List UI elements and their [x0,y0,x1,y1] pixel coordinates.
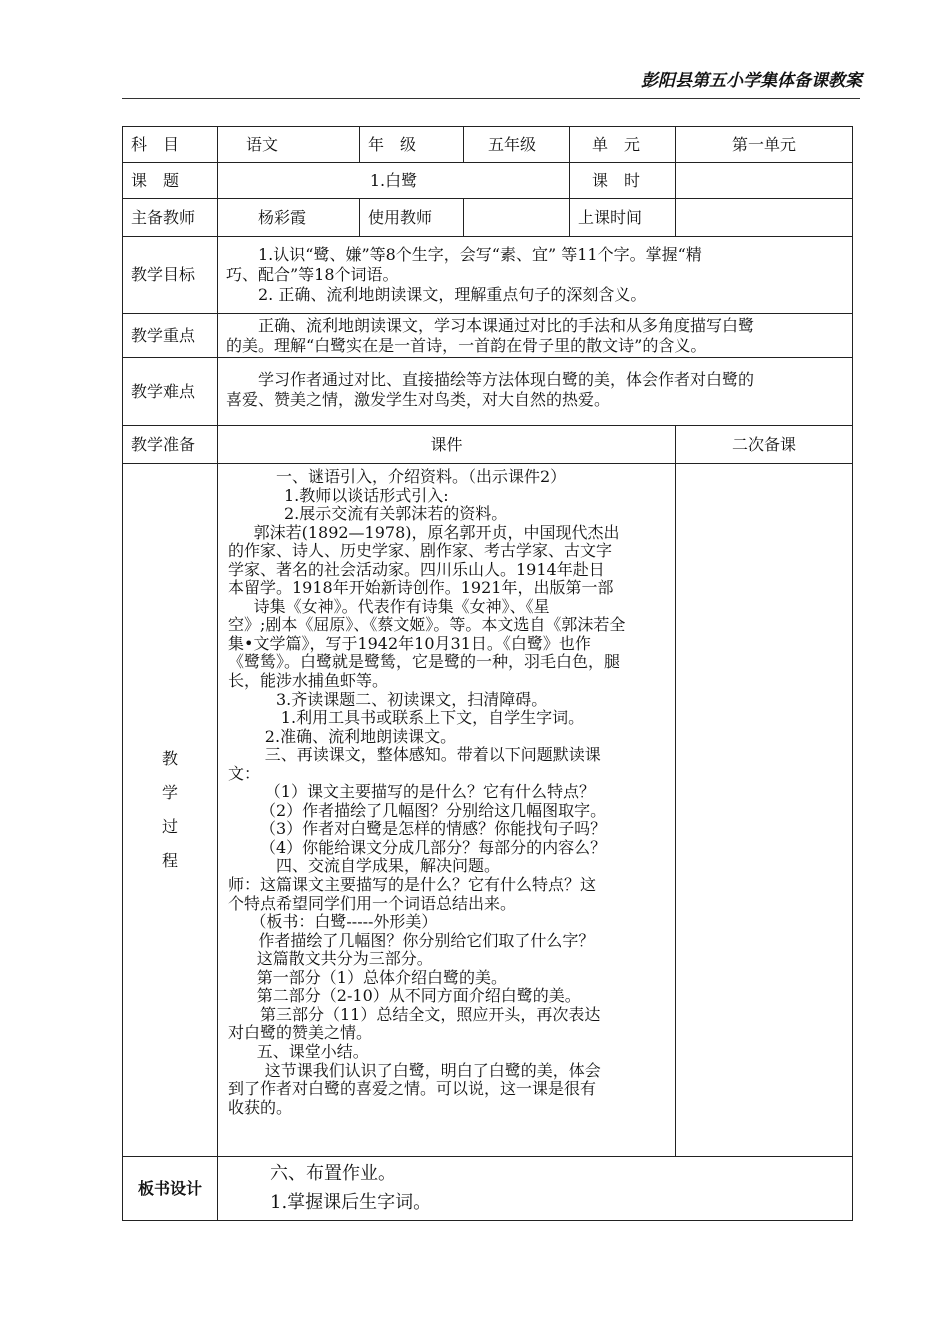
prep-content: 课件 [218,426,676,464]
difficulty-line: 喜爱、赞美之情，激发学生对鸟类，对大自然的热爱。 [226,390,611,409]
period-value [676,163,853,199]
goals-line: 巧、配合”等18个词语。 [226,265,399,284]
row-board [123,1157,853,1221]
process-label [123,464,218,1157]
process-line: 到了作者对白鹭的喜爱之情。可以说，这一课是很有 [228,1079,597,1099]
process-line: 四、交流自学成果，解决问题。 [276,856,501,876]
time-value [676,199,853,237]
user-label: 使用教师 [360,199,464,237]
process-line: 对白鹭的赞美之情。 [228,1023,373,1043]
process-line: （3）作者对白鹭是怎样的情感？你能找句子吗？ [260,819,607,839]
difficulty-label: 教学难点 [123,358,218,426]
time-label: 上课时间 [570,199,676,237]
unit-label: 单 元 [570,127,676,163]
row-process [123,464,853,1157]
second-prep-label: 二次备课 [676,426,853,464]
board-content [218,1157,853,1221]
row-goals [123,237,853,314]
process-line: （板书：白鹭-----外形美） [250,912,438,932]
process-line: 五、课堂小结。 [256,1041,369,1061]
row-subject [123,127,853,163]
process-line: 一、谜语引入，介绍资料。（出示课件2） [276,467,567,486]
process-label-char: 过 [161,817,178,836]
process-line: 2.展示交流有关郭沫若的资料。 [284,504,508,524]
goals-content [218,237,853,314]
row-teacher [123,199,853,237]
teacher-value: 杨彩霞 [218,199,360,237]
process-line: 的作家、诗人、历史学家、剧作家、考古学家、古文字 [228,541,613,561]
process-line: 收获的。 [228,1097,293,1117]
process-content [218,464,676,1157]
row-prep [123,426,853,464]
process-line: 师：这篇课文主要描写的是什么？它有什么特点？这 [228,875,597,895]
board-line: 1.掌握课后生字词。 [270,1191,432,1213]
focus-line: 正确、流利地朗读课文，学习本课通过对比的手法和从多角度描写白鹭 [258,315,755,335]
page-header: 彭阳县第五小学集体备课教案 [641,71,862,91]
process-line: 个特点希望同学们用一个词语总结出来。 [228,893,517,913]
board-line: 六、布置作业。 [270,1162,396,1184]
difficulty-content [218,358,853,426]
process-line: 诗集《女神》。代表作有诗集《女神》、《星 [253,596,550,616]
process-line: 这节课我们认识了白鹭，明白了白鹭的美，体会 [264,1060,601,1080]
user-value [464,199,570,237]
process-line: 3.齐读课题二、初读课文，扫清障碍。 [276,689,548,709]
process-label-char: 教 [161,749,178,768]
process-line: （4）你能给课文分成几部分？每部分的内容么？ [260,837,607,857]
goals-line: 2. 正确、流利地朗读课文，理解重点句子的深刻含义。 [258,285,647,304]
process-line: 1.教师以谈话形式引入: [284,485,449,505]
subject-value: 语文 [218,127,360,163]
focus-label: 教学重点 [123,314,218,358]
process-line: 作者描绘了几幅图？你分别给它们取了什么字？ [258,930,595,950]
process-line: 郭沫若(1892—1978)，原名郭开贞，中国现代杰出 [253,522,620,542]
process-line: 第三部分（11）总结全文，照应开头，再次表达 [260,1004,601,1024]
period-label: 课 时 [570,163,676,199]
process-line: 这篇散文共分为三部分。 [256,949,433,969]
grade-value: 五年级 [464,127,570,163]
goals-line: 1.认识“鹭、嫌”等8个生字，会写“素、宜” 等11个字。掌握“精 [258,245,702,264]
process-line: 2.准确、流利地朗读课文。 [264,726,457,746]
process-line: 长，能涉水捕鱼虾等。 [228,671,389,691]
process-line: （1）课文主要描写的是什么？它有什么特点？ [264,782,595,802]
row-difficulty [123,358,853,426]
process-label-char: 学 [161,783,178,802]
row-focus [123,314,853,358]
teacher-label: 主备教师 [123,199,218,237]
process-line: 三、再读课文，整体感知。带着以下问题默读课 [264,745,601,765]
prep-label: 教学准备 [123,426,218,464]
process-line: 1.利用工具书或联系上下文，自学生字词。 [280,708,585,728]
board-label: 板书设计 [123,1157,218,1221]
grade-label: 年 级 [360,127,464,163]
process-line: 本留学。1918年开始新诗创作。1921年，出版第一部 [228,578,614,598]
unit-value: 第一单元 [676,127,853,163]
process-line: 《鹭鸶》。白鹭就是鹭鸶，它是鹭的一种，羽毛白色，腿 [228,652,621,672]
header-rule [122,98,860,99]
process-line: 文： [228,763,261,783]
second-prep-area [676,464,853,1157]
process-line: 空》;剧本《屈原》、《蔡文姬》。等。本文选自《郭沫若全 [228,615,626,635]
process-line: （2）作者描绘了几幅图？分别给这几幅图取字。 [260,800,607,820]
topic-value: 1.白鹭 [218,163,570,199]
focus-content [218,314,853,358]
process-line: 第二部分（2-10）从不同方面介绍白鹭的美。 [256,986,581,1006]
process-line: 第一部分（1）总体介绍白鹭的美。 [256,967,507,987]
focus-line: 的美。理解“白鹭实在是一首诗，一首韵在骨子里的散文诗”的含义。 [226,335,707,355]
subject-label: 科 目 [123,127,218,163]
topic-label: 课 题 [123,163,218,199]
process-line: 学家、著名的社会活动家。四川乐山人。1914年赴日 [228,559,605,579]
lesson-plan-table [122,126,853,1221]
process-line: 集•文学篇》，写于1942年10月31日。《白鹭》也作 [228,633,591,653]
row-topic [123,163,853,199]
goals-label: 教学目标 [123,237,218,314]
difficulty-line: 学习作者通过对比、直接描绘等方法体现白鹭的美，体会作者对白鹭的 [258,370,755,389]
process-label-char: 程 [161,851,178,870]
